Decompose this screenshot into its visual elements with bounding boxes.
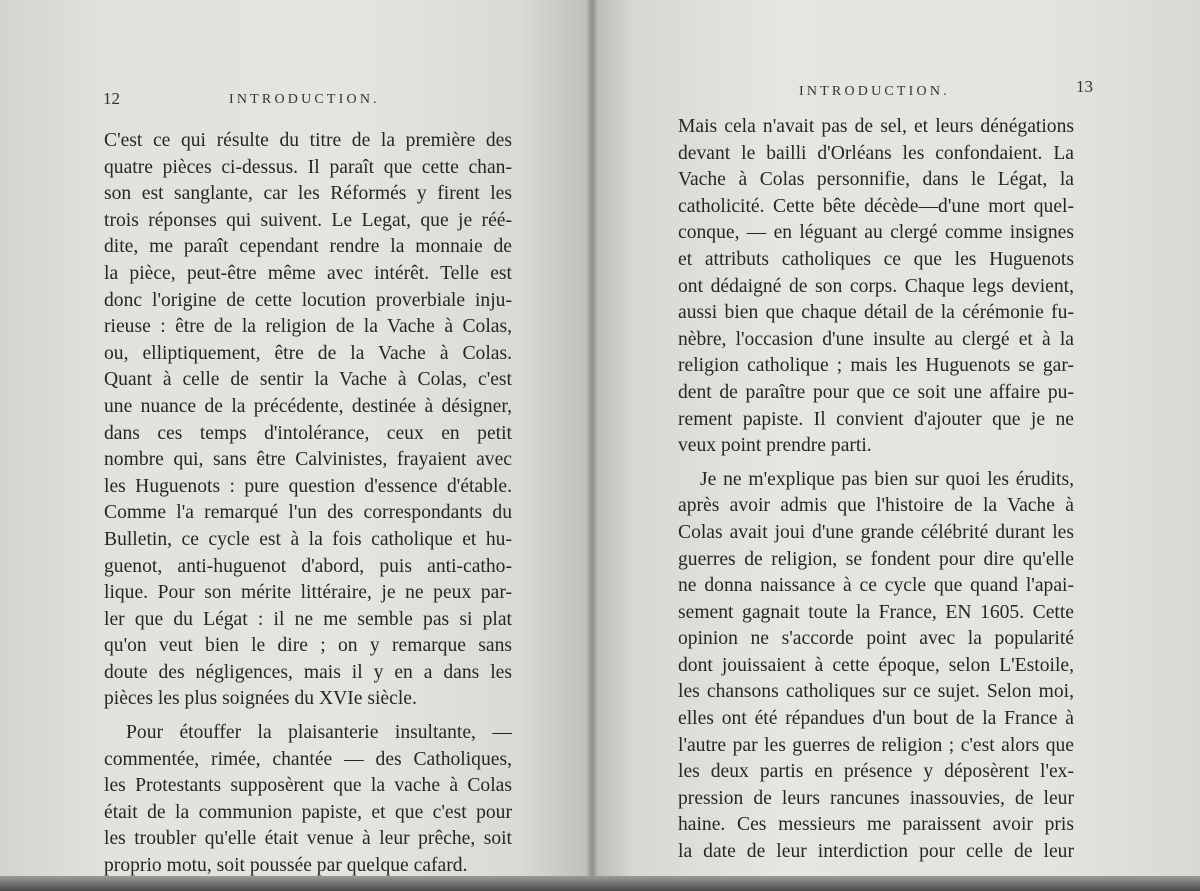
text-line: Colas avait joui d'une grande célébrité durant les [678,521,1074,543]
text-line: elles ont été répandues d'un bout de la France à [678,708,1074,730]
text-line: pièces les plus soignées du XVIe siècle. [104,688,417,710]
text-line: C'est ce qui résulte du titre de la première des [104,130,512,151]
text-line: les Huguenots : pure question d'essence d'étable. [104,475,512,497]
running-head-left: INTRODUCTION. [229,92,380,107]
text-line: Vache à Colas personnifie, dans le Légat, la [678,169,1074,191]
text-line: catholicité. Cette bête décède—d'une mort quel- [678,195,1074,217]
text-line: conque, — en léguant au clergé comme insignes [678,222,1074,244]
text-line: Pour étouffer la plaisanterie insultante, — [126,722,512,744]
text-line: une nuance de la précédente, destinée à désigner, [104,395,512,417]
text-line: aussi bien que chaque détail de la cérémonie fu- [678,302,1074,324]
book-gutter [586,0,598,891]
text-line: proprio motu, soit poussée par quelque cafard. [104,855,468,877]
text-line: Je ne m'explique pas bien sur quoi les érudits, [700,468,1074,490]
text-line: opinion ne s'accorde point avec la popularité [678,628,1074,650]
text-line: quatre pièces ci-dessus. Il paraît que cette chan- [104,156,512,178]
text-line: Quant à celle de sentir la Vache à Colas, c'est [104,369,512,391]
right-page-text [678,114,1074,866]
text-line: pression de leurs rancunes inassouvies, de leur [678,787,1074,809]
text-line: la date de leur interdiction pour celle de leur [678,841,1074,863]
text-line: ler que du Légat : il ne me semble pas si plat [104,608,512,630]
page-number-left: 12 [103,89,120,108]
text-line: lique. Pour son mérite littéraire, je ne peux par- [104,582,512,604]
text-line: devant le bailli d'Orléans les confondaient. La [678,142,1074,164]
text-line: les chansons catholiques sur ce sujet. Selon moi, [678,681,1074,703]
text-line: nombre qui, sans être Calvinistes, frayaient avec [104,449,512,471]
text-line: qu'on veut bien le dire ; on y remarque sans [104,635,512,657]
text-line: religion catholique ; mais les Huguenots se gar- [678,355,1074,377]
text-line: son est sanglante, car les Réformés y firent les [104,183,512,205]
text-line: ont dédaigné de son corps. Chaque legs devient, [678,275,1074,297]
text-line: les Protestants supposèrent que la vache à Colas [104,775,512,797]
text-line: guenot, anti-huguenot d'abord, puis anti-catho- [104,555,512,577]
text-line: veux point prendre parti. [678,435,872,457]
text-line: était de la communion papiste, et que c'est pour [104,801,512,823]
text-line: doute des négligences, mais il y en a dans les [104,661,512,683]
text-line: rieuse : être de la religion de la Vache à Colas, [104,316,512,338]
left-page [0,0,592,891]
text-line: après avoir admis que l'histoire de la Vache à [678,495,1074,517]
text-line: dent de paraître pour que ce soit une affaire pu- [678,381,1074,403]
text-line: et attributs catholiques ce que les Huguenots [678,248,1074,270]
text-line: trois réponses qui suivent. Le Legat, que je réé- [104,209,512,231]
text-line: Mais cela n'avait pas de sel, et leurs dénégations [678,116,1074,137]
text-line: Bulletin, ce cycle est à la fois catholique et hu- [104,528,512,550]
text-line: guerres de religion, se fondent pour dire qu'elle [678,548,1074,570]
page-bottom-edge [0,876,1200,891]
text-line: donc l'origine de cette locution proverbiale inju- [104,289,512,311]
text-line: nèbre, l'occasion d'une insulte au clergé et à la [678,328,1074,350]
text-line: ne donna naissance à ce cycle que quand l'apai- [678,575,1074,597]
page-number-right: 13 [1076,77,1093,96]
text-line: l'autre par les guerres de religion ; c'est alors que [678,734,1074,756]
running-head-right: INTRODUCTION. [799,84,950,99]
left-page-text [104,128,512,880]
text-line: les troubler qu'elle était venue à leur prêche, soit [104,828,512,850]
text-line: sement gagnait toute la France, EN 1605. Cette [678,601,1074,623]
text-line: dont jouissaient à cette époque, selon L'Estoile, [678,654,1074,676]
text-line: rement papiste. Il convient d'ajouter que je ne [678,408,1074,430]
text-line: Comme l'a remarqué l'un des correspondants du [104,502,512,524]
text-line: commentée, rimée, chantée — des Catholiques, [104,748,512,770]
text-line: les deux partis en présence y déposèrent l'ex- [678,761,1074,783]
text-line: dite, me paraît cependant rendre la monnaie de [104,236,512,258]
text-line: haine. Ces messieurs me paraissent avoir pris [678,814,1074,836]
text-line: ou, elliptiquement, être de la Vache à Colas. [104,342,512,364]
text-line: dans ces temps d'intolérance, ceux en petit [104,422,512,444]
right-page [592,0,1200,891]
text-line: la pièce, peut-être même avec intérêt. Telle est [104,262,512,284]
